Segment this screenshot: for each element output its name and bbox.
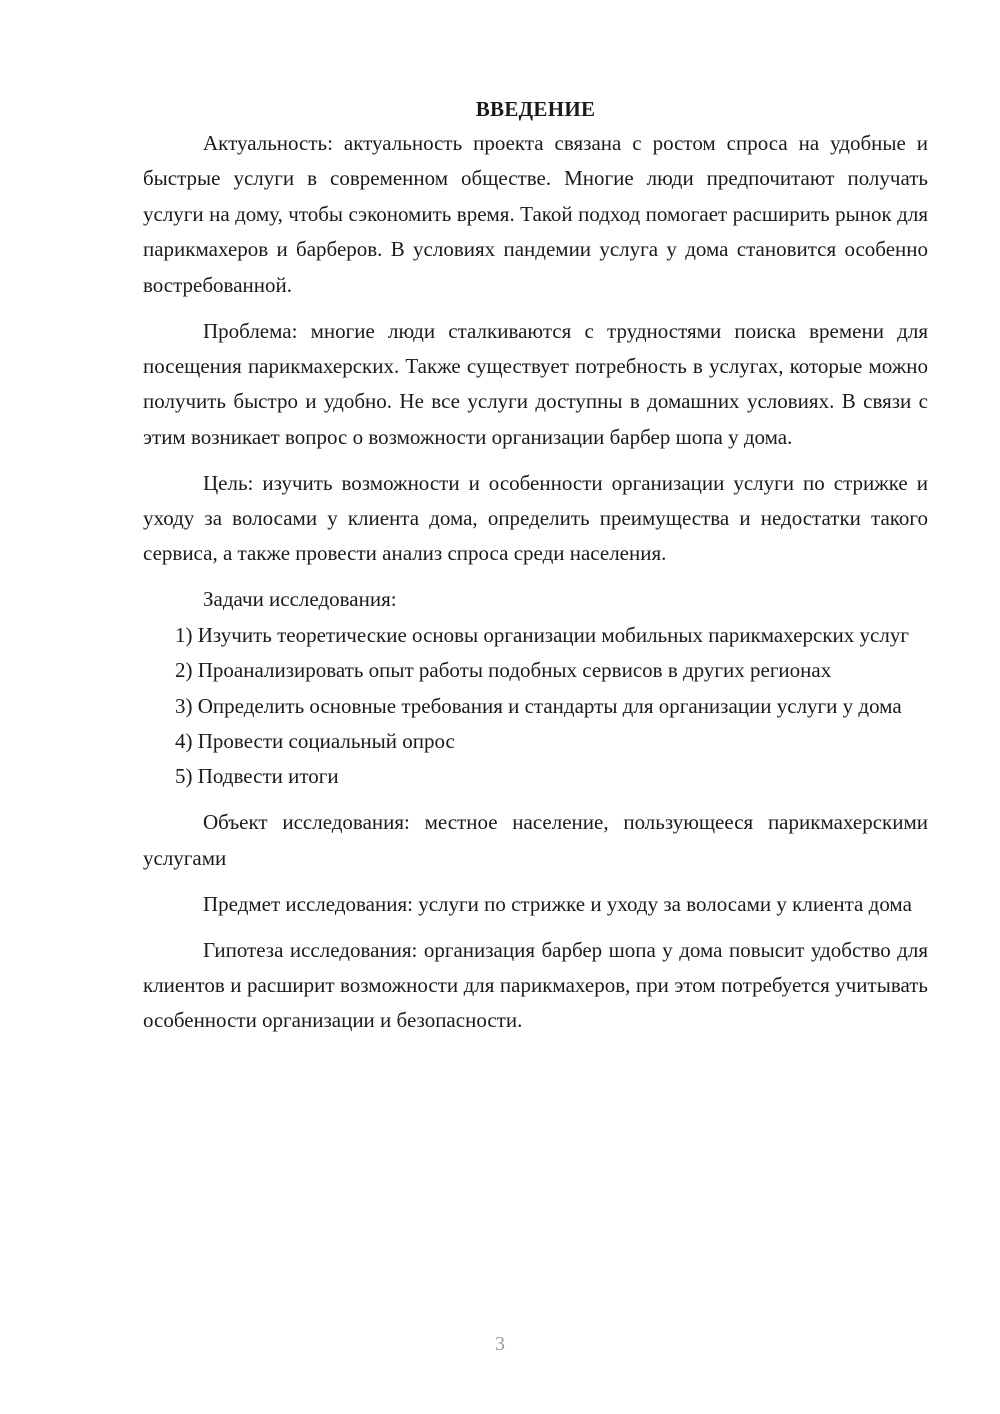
paragraph-subject: Предмет исследования: услуги по стрижке и уходу за волосами у клиента дома [203,891,912,916]
paragraph-object: Объект исследования: местное население, пользующееся парикмахерскими услугами [143,810,928,870]
section-title: ВВЕДЕНИЕ [475,97,596,121]
paragraph-goal: Цель: изучить возможности и особенности организации услуги по стрижке и уходу за волосами у клиента дома, определить преимущества и недостатки такого сервиса, а также провести анализ спроса среди населения. [143,470,928,566]
task-item: 1) Изучить теоретические основы организации мобильных парикмахерских услуг [175,622,909,647]
task-item: 4) Провести социальный опрос [175,729,455,753]
task-item: 5) Подвести итоги [175,764,339,789]
paragraph-hypothesis: Гипотеза исследования: организация барбер шопа у дома повысит удобство для клиентов и расширит возможности для парикмахеров, при этом потребуется учитывать особенности организации и безопасности. [143,937,928,1033]
task-item: 3) Определить основные требования и стандарты для организации услуги у дома [175,693,902,718]
task-item: 2) Проанализировать опыт работы подобных сервисов в других регионах [175,658,832,683]
paragraph-problem: Проблема: многие люди сталкиваются с трудностями поиска времени для посещения парикмахерских. Также существует потребность в услугах, которые можно получить быстро и удобно. Не все услуги доступны в домашних условиях. В связи с этим возникает вопрос о возможности организации барбер шопа у дома. [143,318,928,449]
paragraph-relevance: Актуальность: актуальность проекта связана с ростом спроса на удобные и быстрые услуги в современном обществе. Многие люди предпочитают получать услуги на дому, чтобы сэкономить время. Такой подход помогает расширить рынок для парикмахеров и барберов. В условиях пандемии услуга у дома становится особенно востребованной. [143,131,928,297]
document-page [143,94,928,1039]
page-number: 3 [495,1333,505,1355]
paragraph-tasks-heading: Задачи исследования: [203,587,397,612]
